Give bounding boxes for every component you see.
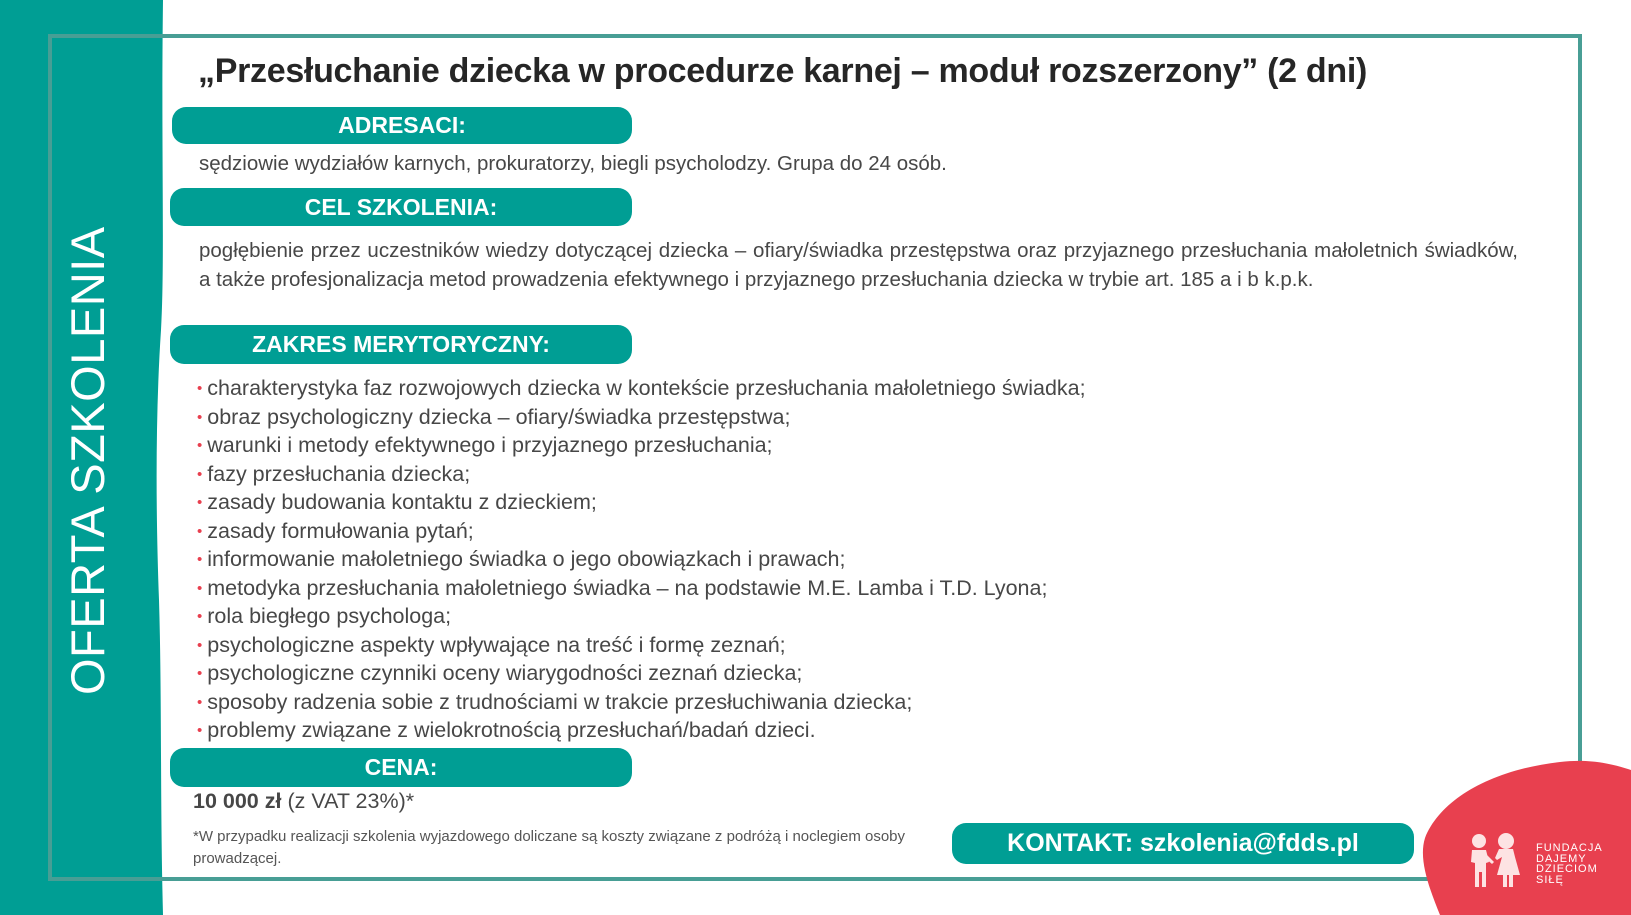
sidebar-label: OFERTA SZKOLENIA	[61, 226, 114, 695]
adresaci-text: sędziowie wydziałów karnych, prokuratorzy, biegli psycholodzy. Grupa do 24 osób.	[199, 152, 947, 175]
bullet-icon: •	[197, 380, 203, 397]
bullet-icon: •	[197, 665, 203, 682]
bullet-icon: •	[197, 636, 203, 654]
section-heading-label: CENA:	[364, 754, 438, 780]
bullet-icon: •	[197, 551, 203, 568]
price-amount: 10 000 zł	[193, 789, 282, 813]
bullet-icon: •	[197, 608, 203, 625]
list-item: • sposoby radzenia sobie z trudnościami w trakcie przesłuchiwania dziecka;	[197, 689, 913, 714]
section-heading-zakres	[170, 325, 632, 364]
logo-text: FUNDACJA DAJEMY DZIECIOM SIŁĘ	[1536, 842, 1603, 886]
list-item: • problemy związane z wielokrotnością przesłuchań/badań dzieci.	[197, 718, 816, 742]
price-vat: (z VAT 23%)*	[281, 789, 415, 813]
bullet-icon: •	[197, 494, 203, 511]
bullet-icon: •	[197, 722, 203, 739]
section-heading-cena	[170, 748, 632, 787]
contact-button[interactable]	[952, 823, 1414, 864]
list-item: • psychologiczne aspekty wpływające na treść i formę zeznań;	[197, 632, 786, 657]
list-item: • informowanie małoletniego świadka o jego obowiązkach i prawach;	[197, 547, 846, 571]
price-footnote: *W przypadku realizacji szkolenia wyjazdowego doliczane są koszty związane z podróżą i noclegiem osoby prowadzącej.	[193, 828, 906, 867]
list-item: • fazy przesłuchania dziecka;	[197, 461, 471, 486]
section-heading-label: ZAKRES MERYTORYCZNY:	[252, 331, 550, 357]
price	[193, 789, 414, 814]
bullet-icon: •	[197, 693, 203, 711]
bullet-icon: •	[197, 522, 203, 540]
bullet-icon: •	[197, 579, 203, 597]
bullet-icon: •	[197, 465, 203, 483]
list-item: • rola biegłego psychologa;	[197, 604, 452, 628]
section-heading-label: ADRESACI:	[338, 112, 466, 138]
cel-text: pogłębienie przez uczestników wiedzy dotyczącej dziecka – ofiary/świadka przestępstwa oraz przyjaznego przesłuchania małoletnich świadków, a także profesjonalizacja metod prowadzenia efektywnego i przyjaznego przesłuchania dziecka w trybie art. 185 a i b k.p.k.	[199, 239, 1518, 291]
contact-label: KONTAKT: szkolenia@fdds.pl	[1007, 829, 1359, 857]
bullet-icon: •	[197, 437, 203, 454]
section-heading-label: CEL SZKOLENIA:	[304, 193, 498, 220]
list-item: • psychologiczne czynniki oceny wiarygodności zeznań dziecka;	[197, 661, 803, 685]
list-item: • obraz psychologiczny dziecka – ofiary/świadka przestępstwa;	[197, 404, 791, 429]
list-item: • zasady budowania kontaktu z dzieckiem;	[197, 490, 597, 514]
page-title: „Przesłuchanie dziecka w procedurze karnej – moduł rozszerzony” (2 dni)	[198, 52, 1368, 90]
children-logo-icon	[1466, 832, 1526, 892]
section-heading-cel	[170, 188, 632, 226]
section-heading-adresaci	[172, 107, 632, 144]
bullet-icon: •	[197, 408, 203, 426]
list-item: • warunki i metody efektywnego i przyjaznego przesłuchania;	[197, 433, 773, 457]
list-item: • charakterystyka faz rozwojowych dziecka w kontekście przesłuchania małoletniego świadka;	[197, 376, 1086, 400]
zakres-list	[197, 374, 1086, 745]
list-item: • zasady formułowania pytań;	[197, 518, 474, 543]
list-item: • metodyka przesłuchania małoletniego świadka – na podstawie M.E. Lamba i T.D. Lyona;	[197, 575, 1048, 600]
